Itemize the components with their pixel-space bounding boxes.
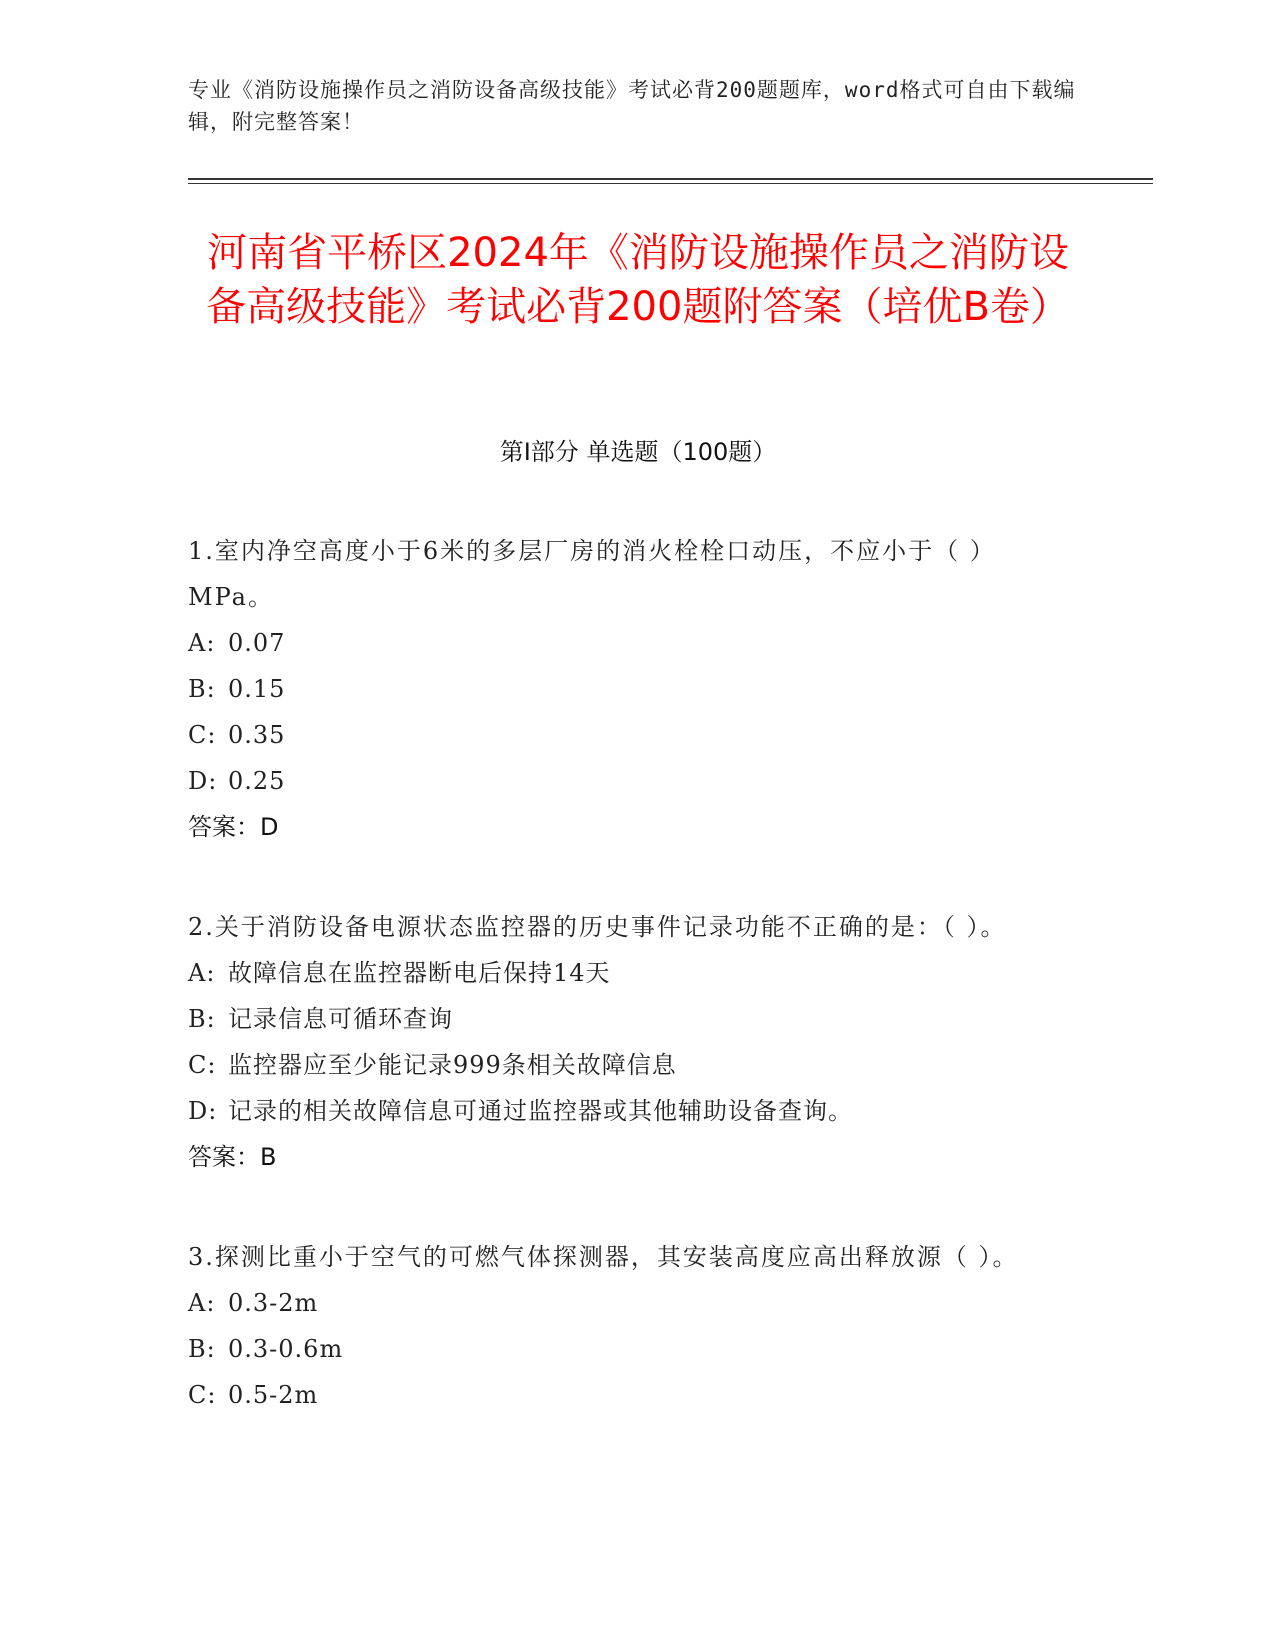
option-text: 监控器应至少能记录999条相关故障信息: [228, 1051, 677, 1079]
answer-option: [188, 620, 1068, 666]
option-text: 0.15: [228, 675, 286, 703]
question-stem: 2.关于消防设备电源状态监控器的历史事件记录功能不正确的是：（ ）。: [188, 913, 1007, 941]
question-item: [188, 528, 1068, 850]
header-divider-thin: [188, 183, 1153, 184]
option-key: A:: [188, 959, 216, 987]
answer-option: [188, 666, 1068, 712]
header-divider-thick: [188, 178, 1153, 180]
question-answer: 答案：B: [188, 1143, 277, 1171]
answer-option: [188, 1280, 1068, 1326]
option-text: 0.3-0.6m: [228, 1335, 344, 1363]
answer-option: [188, 1372, 1068, 1418]
option-text: 记录的相关故障信息可通过监控器或其他辅助设备查询。: [228, 1097, 853, 1125]
answer-option: [188, 996, 1068, 1042]
question-stem: 3.探测比重小于空气的可燃气体探测器，其安装高度应高出释放源（ ）。: [188, 1243, 1019, 1271]
option-text: 0.35: [228, 721, 286, 749]
question-item: [188, 904, 1068, 1180]
question-item: [188, 1234, 1068, 1418]
option-key: B:: [188, 1335, 216, 1363]
option-key: A:: [188, 629, 216, 657]
question-stem: 1.室内净空高度小于6米的多层厂房的消火栓栓口动压，不应小于（ ）MPa。: [188, 537, 996, 611]
option-text: 记录信息可循环查询: [228, 1005, 453, 1033]
option-key: C:: [188, 1381, 217, 1409]
header-note: 专业《消防设施操作员之消防设备高级技能》考试必背200题题库，word格式可自由下载编辑，附完整答案！: [188, 78, 1076, 134]
option-text: 0.5-2m: [228, 1381, 319, 1409]
option-key: A:: [188, 1289, 216, 1317]
option-key: D:: [188, 767, 218, 795]
section-title: 第Ⅰ部分 单选题（100题）: [499, 438, 777, 466]
question-answer: 答案：D: [188, 813, 279, 841]
answer-option: [188, 950, 1068, 996]
answer-option: [188, 1088, 1068, 1134]
option-key: B:: [188, 675, 216, 703]
option-text: 0.07: [228, 629, 286, 657]
option-key: B:: [188, 1005, 216, 1033]
option-text: 0.3-2m: [228, 1289, 319, 1317]
option-key: C:: [188, 1051, 217, 1079]
answer-option: [188, 1326, 1068, 1372]
answer-option: [188, 1042, 1068, 1088]
option-key: D:: [188, 1097, 218, 1125]
answer-option: [188, 712, 1068, 758]
document-title: 河南省平桥区2024年《消防设施操作员之消防设备高级技能》考试必背200题附答案（培优B卷）: [206, 230, 1070, 330]
option-key: C:: [188, 721, 217, 749]
question-list: [188, 528, 1068, 1472]
answer-option: [188, 758, 1068, 804]
option-text: 0.25: [228, 767, 286, 795]
option-text: 故障信息在监控器断电后保持14天: [228, 959, 611, 987]
